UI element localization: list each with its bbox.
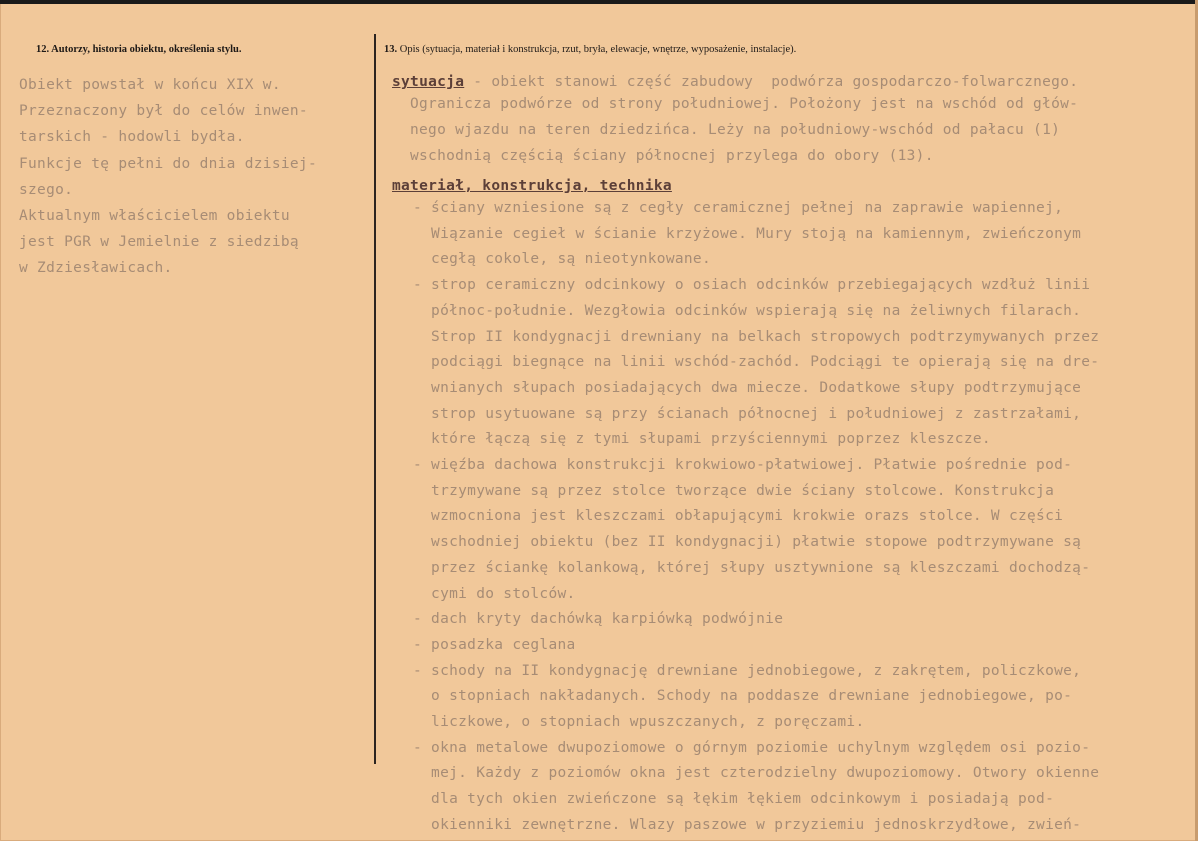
left-column-header: 12. Autorzy, historia obiektu, określenia stylu.	[36, 44, 242, 55]
left-text-line: Obiekt powstał w końcu XIX w.	[19, 77, 281, 93]
material-line: które łączą się z tymi słupami przyściennymi poprzez kleszcze.	[413, 431, 991, 448]
sytuacja-line: Ogranicza podwórze od strony południowej. Położony jest na wschód od głów-	[410, 96, 1079, 112]
material-line: dla tych okien zwieńczone są łękim łękiem odcinkowym i posiadają pod-	[413, 791, 1055, 808]
material-line: cegłą cokole, są nieotynkowane.	[413, 251, 711, 268]
material-line: - dach kryty dachówką karpiówką podwójnie	[413, 611, 784, 628]
right-column-header	[384, 44, 796, 55]
material-line: trzymywane są przez stolce tworzące dwie ściany stolcowe. Konstrukcja	[413, 482, 1055, 499]
right-header-number: 13.	[384, 44, 400, 55]
left-text-line: Przeznaczony był do celów inwen-	[19, 103, 308, 120]
left-text-line: szego.	[19, 181, 74, 198]
material-line: Strop II kondygnacji drewniany na belkach stropowych podtrzymywanych przez	[413, 328, 1100, 345]
material-line: cymi do stolców.	[413, 585, 576, 602]
material-line: - posadzka ceglana	[413, 636, 576, 653]
column-divider	[374, 34, 376, 764]
material-line: - ściany wzniesione są z cegły ceramicznej pełnej na zaprawie wapiennej,	[413, 200, 1064, 216]
material-line: wschodniej obiektu (bez II kondygnacji) płatwie stopowe podtrzymywane są	[413, 534, 1082, 551]
material-line: okienniki zewnętrzne. Wlazy paszowe w przyziemiu jednoskrzydłowe, zwień-	[413, 816, 1082, 833]
right-header-label: Opis (sytuacja, materiał i konstrukcja, rzut, bryła, elewacje, wnętrze, wyposażenie, instalacje).	[399, 44, 797, 55]
left-text-line: w Zdziesławicach.	[19, 260, 173, 277]
left-text-line: jest PGR w Jemielnie z siedzibą	[19, 234, 299, 251]
material-line: podciągi biegnące na linii wschód-zachód. Podciągi te opierają się na dre-	[413, 354, 1100, 371]
material-line: - więźba dachowa konstrukcji krokwiowo-płatwiowej. Płatwie pośrednie pod-	[413, 457, 1073, 473]
material-line: strop usytuowane są przy ścianach północnej i południowej z zastrzałami,	[413, 405, 1082, 422]
card-top-edge	[0, 0, 1198, 4]
material-line: - okna metalowe dwupoziomowe o górnym poziomie uchylnym względem osi pozio-	[413, 739, 1091, 756]
material-line: mej. Każdy z poziomów okna jest czterodzielny dwupoziomowy. Otwory okienne	[413, 765, 1100, 782]
material-line: wzmocniona jest kleszczami obłapującymi krokwie orazs stolce. W części	[413, 508, 1064, 525]
material-line: Wiązanie cegieł w ścianie krzyżowe. Mury stoją na kamiennym, zwieńczonym	[413, 225, 1082, 242]
material-line: wnianych słupach posiadających dwa miecze. Dodatkowe słupy podtrzymujące	[413, 379, 1082, 396]
left-text-line: Aktualnym właścicielem obiektu	[19, 208, 290, 224]
material-heading: materiał, konstrukcja, technika	[392, 178, 672, 194]
left-text-line: Funkcje tę pełni do dnia dzisiej-	[19, 155, 317, 172]
sytuacja-line: nego wjazdu na teren dziedzińca. Leży na południowy-wschód od pałacu (1)	[410, 122, 1061, 138]
left-text-line: tarskich - hodowli bydła.	[19, 129, 245, 146]
material-line: - schody na II kondygnację drewniane jednobiegowe, z zakrętem, policzkowe,	[413, 662, 1082, 679]
material-line: liczkowe, o stopniach wpuszczanych, z poręczami.	[413, 714, 865, 730]
material-line: - strop ceramiczny odcinkowy o osiach odcinków przebiegających wzdłuż linii	[413, 277, 1091, 294]
sytuacja-first-line	[392, 74, 1078, 90]
sytuacja-first-rest: - obiekt stanowi część zabudowy podwórza gospodarczo-folwarcznego.	[464, 74, 1079, 90]
material-line: o stopniach nakładanych. Schody na poddasze drewniane jednobiegowe, po-	[413, 688, 1073, 705]
sytuacja-heading: sytuacja	[392, 74, 465, 90]
sytuacja-line: wschodnią częścią ściany północnej przylega do obory (13).	[410, 148, 934, 164]
material-line: przez ściankę kolankową, której słupy usztywnione są kleszczami dochodzą-	[413, 559, 1091, 576]
material-line: północ-południe. Wezgłowia odcinków wspierają się na żeliwnych filarach.	[413, 302, 1082, 319]
